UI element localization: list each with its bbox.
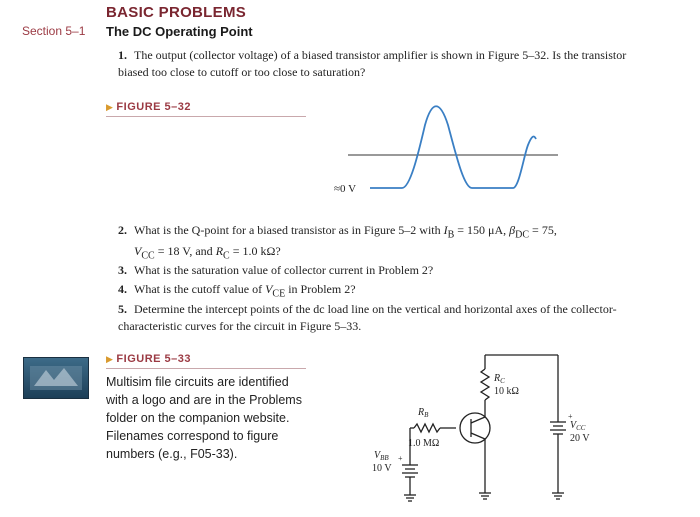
- multisim-logo-icon: [23, 357, 89, 399]
- vcc-plus: +: [568, 412, 573, 421]
- rb-resistor: [414, 424, 440, 432]
- vcc-label: $V_{CC}$: [570, 420, 586, 432]
- zero-volt-label: ≈0 V: [334, 183, 357, 195]
- problem-2: 2. What is the Q-point for a biased transistor as in Figure 5–2 with $I_B = 150$ μA, $\beta_{DC} = 75$, $V_{CC} = 18$ V, and $R_C = 1.0$ kΩ?: [118, 223, 557, 262]
- figure-32-rule: [106, 116, 306, 117]
- section-number: Section 5–1: [22, 24, 86, 38]
- vbb-plus: +: [398, 454, 403, 463]
- rc-label: $R_C$: [494, 373, 505, 385]
- rc-resistor: [481, 369, 489, 400]
- problem-5: 5. Determine the intercept points of the dc load line on the vertical and horizontal axes of the collector-characteristic curves for the circuit in Figure 5–33.: [118, 302, 617, 333]
- figure-33-label: ▶ FIGURE 5–33: [106, 353, 192, 365]
- figure-32-waveform: [330, 95, 560, 205]
- problem-3: 3. What is the saturation value of collector current in Problem 2?: [118, 263, 434, 277]
- vbb-value: 10 V: [372, 463, 392, 474]
- figure-32-label: ▶ FIGURE 5–32: [106, 101, 192, 113]
- problem-text: The output (collector voltage) of a biased transistor amplifier is shown in Figure 5–32. Is the transistor biased too close to cutoff or too close to saturation?: [118, 48, 627, 79]
- transistor-symbol: [460, 413, 490, 443]
- vbb-label: $V_{BB}$: [374, 450, 389, 462]
- rb-value: 1.0 MΩ: [408, 438, 440, 449]
- figure-33-circuit: [330, 345, 630, 515]
- section-heading: BASIC PROBLEMS: [106, 4, 247, 21]
- output-waveform: [370, 106, 536, 188]
- rc-value: 10 kΩ: [494, 386, 519, 397]
- section-title: The DC Operating Point: [106, 24, 253, 39]
- problem-1: [118, 47, 658, 81]
- problem-number: 1.: [118, 48, 127, 62]
- rb-label: $R_B$: [418, 407, 429, 419]
- arrow-icon: ▶: [106, 102, 114, 112]
- arrow-icon: ▶: [106, 354, 114, 364]
- vcc-value: 20 V: [570, 433, 590, 444]
- problem-4: 4. What is the cutoff value of $V_{CE}$ in Problem 2?: [118, 282, 356, 300]
- figure-33-rule: [106, 368, 306, 369]
- figure-33-caption: Multisim file circuits are identified with a logo and are in the Problems folder on the companion website. Filenames correspond to figure numbers (e.g., F05-33).: [106, 375, 302, 461]
